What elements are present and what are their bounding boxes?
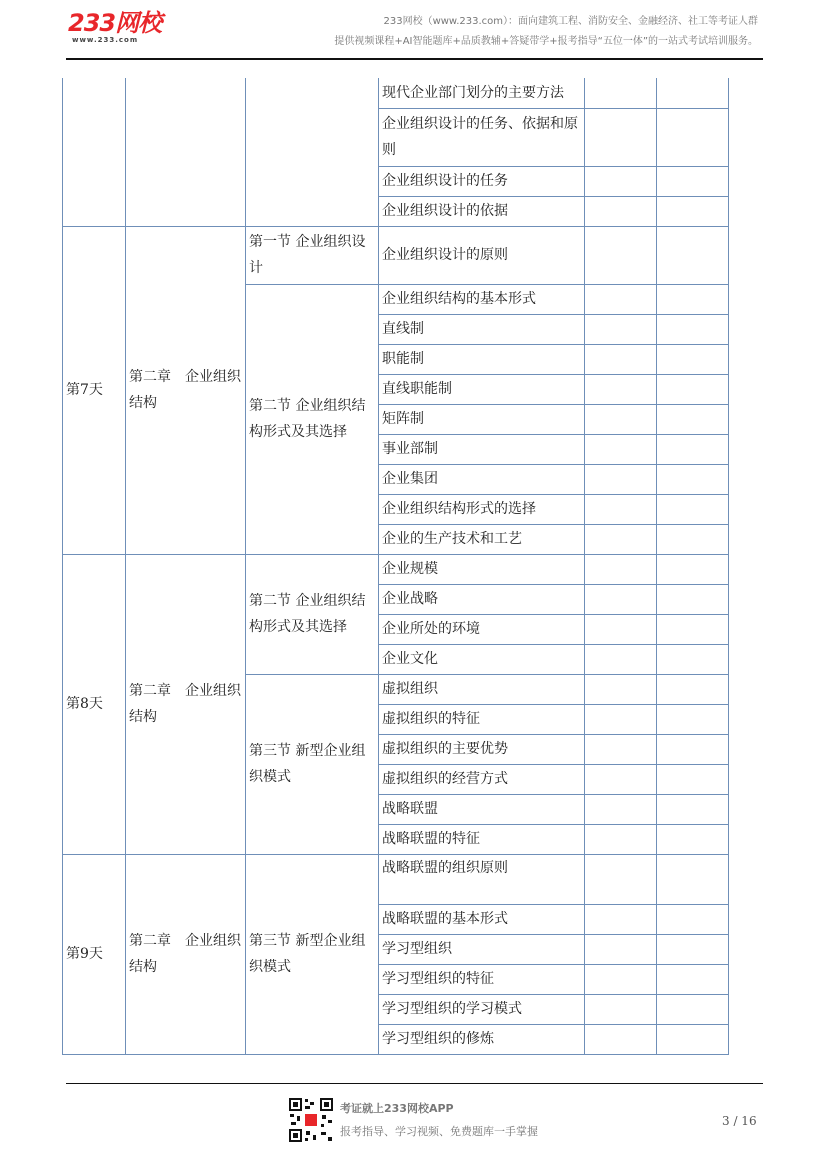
topic-cell: 战略联盟的基本形式 xyxy=(379,904,585,934)
header-line-1: 233网校（www.233.com）：面向建筑工程、消防安全、金融经济、社工等考证人群 xyxy=(383,16,758,27)
check-cell[interactable] xyxy=(657,674,729,704)
check-cell[interactable] xyxy=(585,284,657,314)
topic-cell: 直线职能制 xyxy=(379,374,585,404)
check-cell[interactable] xyxy=(585,674,657,704)
topic-cell: 矩阵制 xyxy=(379,404,585,434)
check-cell[interactable] xyxy=(657,314,729,344)
check-cell[interactable] xyxy=(657,166,729,196)
chapter-cell: 第二章 企业组织结构 xyxy=(126,854,246,1054)
logo-text: 233网校 xyxy=(68,9,162,37)
topic-cell: 虚拟组织的特征 xyxy=(379,704,585,734)
check-cell[interactable] xyxy=(585,584,657,614)
check-cell[interactable] xyxy=(585,904,657,934)
topic-cell: 学习型组织的特征 xyxy=(379,964,585,994)
topic-cell: 虚拟组织 xyxy=(379,674,585,704)
topic-cell: 战略联盟的组织原则 xyxy=(379,854,585,904)
check-cell[interactable] xyxy=(657,644,729,674)
topic-cell: 虚拟组织的主要优势 xyxy=(379,734,585,764)
check-cell[interactable] xyxy=(657,964,729,994)
check-cell[interactable] xyxy=(657,1024,729,1054)
check-cell[interactable] xyxy=(585,1024,657,1054)
chapter-cell: 第二章 企业组织结构 xyxy=(126,554,246,854)
brand-logo[interactable] xyxy=(68,10,161,44)
section-cell: 第一节 企业组织设计 xyxy=(246,226,379,284)
check-cell[interactable] xyxy=(585,824,657,854)
check-cell[interactable] xyxy=(585,734,657,764)
check-cell[interactable] xyxy=(657,734,729,764)
check-cell[interactable] xyxy=(585,764,657,794)
page-number: 3 / 16 xyxy=(722,1114,757,1128)
check-cell[interactable] xyxy=(657,524,729,554)
check-cell[interactable] xyxy=(585,464,657,494)
check-cell[interactable] xyxy=(657,904,729,934)
check-cell[interactable] xyxy=(585,166,657,196)
check-cell[interactable] xyxy=(657,704,729,734)
check-cell[interactable] xyxy=(585,524,657,554)
check-cell[interactable] xyxy=(657,824,729,854)
check-cell[interactable] xyxy=(657,434,729,464)
check-cell[interactable] xyxy=(585,374,657,404)
topic-cell: 企业所处的环境 xyxy=(379,614,585,644)
footer-app-subtitle: 报考指导、学习视频、免费题库一手掌握 xyxy=(340,1125,538,1138)
topic-cell: 企业组织结构的基本形式 xyxy=(379,284,585,314)
check-cell[interactable] xyxy=(585,994,657,1024)
topic-cell: 企业规模 xyxy=(379,554,585,584)
topic-cell: 战略联盟 xyxy=(379,794,585,824)
check-cell[interactable] xyxy=(585,554,657,584)
check-cell[interactable] xyxy=(585,614,657,644)
check-cell[interactable] xyxy=(657,994,729,1024)
check-cell[interactable] xyxy=(657,404,729,434)
check-cell[interactable] xyxy=(657,374,729,404)
topic-cell: 企业组织设计的任务 xyxy=(379,166,585,196)
check-cell[interactable] xyxy=(585,644,657,674)
chapter-cell: 第二章 企业组织结构 xyxy=(126,226,246,554)
check-cell[interactable] xyxy=(657,584,729,614)
check-cell[interactable] xyxy=(585,344,657,374)
chapter-cell xyxy=(126,78,246,226)
check-cell[interactable] xyxy=(585,854,657,904)
header-line-2: 提供视频课程+AI智能题库+品质教辅+答疑带学+报考指导“五位一体”的一站式考试培训服务。 xyxy=(334,36,758,47)
check-cell[interactable] xyxy=(585,404,657,434)
check-cell[interactable] xyxy=(657,226,729,284)
check-cell[interactable] xyxy=(585,226,657,284)
section-cell xyxy=(246,78,379,226)
check-cell[interactable] xyxy=(657,344,729,374)
topic-cell: 虚拟组织的经营方式 xyxy=(379,764,585,794)
topic-cell: 直线制 xyxy=(379,314,585,344)
check-cell[interactable] xyxy=(585,934,657,964)
check-cell[interactable] xyxy=(585,494,657,524)
check-cell[interactable] xyxy=(657,464,729,494)
section-cell: 第三节 新型企业组织模式 xyxy=(246,854,379,1054)
check-cell[interactable] xyxy=(657,614,729,644)
topic-cell: 企业组织结构形式的选择 xyxy=(379,494,585,524)
check-cell[interactable] xyxy=(585,78,657,108)
section-cell: 第二节 企业组织结构形式及其选择 xyxy=(246,284,379,554)
logo-url: www.233.com xyxy=(72,36,139,44)
topic-cell: 企业组织设计的任务、依据和原则 xyxy=(379,108,585,166)
topic-cell: 企业文化 xyxy=(379,644,585,674)
footer-divider xyxy=(66,1083,763,1084)
table-row xyxy=(63,854,729,904)
check-cell[interactable] xyxy=(585,314,657,344)
day-cell: 第7天 xyxy=(63,226,126,554)
topic-cell: 学习型组织的修炼 xyxy=(379,1024,585,1054)
check-cell[interactable] xyxy=(657,196,729,226)
footer-app-title[interactable]: 考证就上233网校APP xyxy=(340,1102,454,1115)
topic-cell: 学习型组织的学习模式 xyxy=(379,994,585,1024)
day-cell: 第8天 xyxy=(63,554,126,854)
topic-cell: 事业部制 xyxy=(379,434,585,464)
topic-cell: 职能制 xyxy=(379,344,585,374)
topic-cell: 企业集团 xyxy=(379,464,585,494)
section-cell: 第三节 新型企业组织模式 xyxy=(246,674,379,854)
topic-cell: 企业战略 xyxy=(379,584,585,614)
check-cell[interactable] xyxy=(585,108,657,166)
check-cell[interactable] xyxy=(657,494,729,524)
study-schedule-table xyxy=(62,78,729,1055)
table-row xyxy=(63,226,729,284)
table-row xyxy=(63,78,729,108)
header-divider xyxy=(66,58,763,60)
check-cell[interactable] xyxy=(657,554,729,584)
topic-cell: 企业的生产技术和工艺 xyxy=(379,524,585,554)
check-cell[interactable] xyxy=(585,434,657,464)
check-cell[interactable] xyxy=(657,764,729,794)
header-tagline xyxy=(334,12,758,52)
check-cell[interactable] xyxy=(585,964,657,994)
check-cell[interactable] xyxy=(585,794,657,824)
check-cell[interactable] xyxy=(657,78,729,108)
topic-cell: 现代企业部门划分的主要方法 xyxy=(379,78,585,108)
section-cell: 第二节 企业组织结构形式及其选择 xyxy=(246,554,379,674)
topic-cell: 学习型组织 xyxy=(379,934,585,964)
check-cell[interactable] xyxy=(657,108,729,166)
page-header xyxy=(0,0,830,60)
check-cell[interactable] xyxy=(585,196,657,226)
topic-cell: 企业组织设计的原则 xyxy=(379,226,585,284)
qr-code-icon[interactable] xyxy=(288,1097,334,1143)
table-row xyxy=(63,554,729,584)
check-cell[interactable] xyxy=(657,854,729,904)
check-cell[interactable] xyxy=(657,934,729,964)
topic-cell: 战略联盟的特征 xyxy=(379,824,585,854)
check-cell[interactable] xyxy=(657,794,729,824)
day-cell: 第9天 xyxy=(63,854,126,1054)
check-cell[interactable] xyxy=(657,284,729,314)
check-cell[interactable] xyxy=(585,704,657,734)
topic-cell: 企业组织设计的依据 xyxy=(379,196,585,226)
day-cell xyxy=(63,78,126,226)
